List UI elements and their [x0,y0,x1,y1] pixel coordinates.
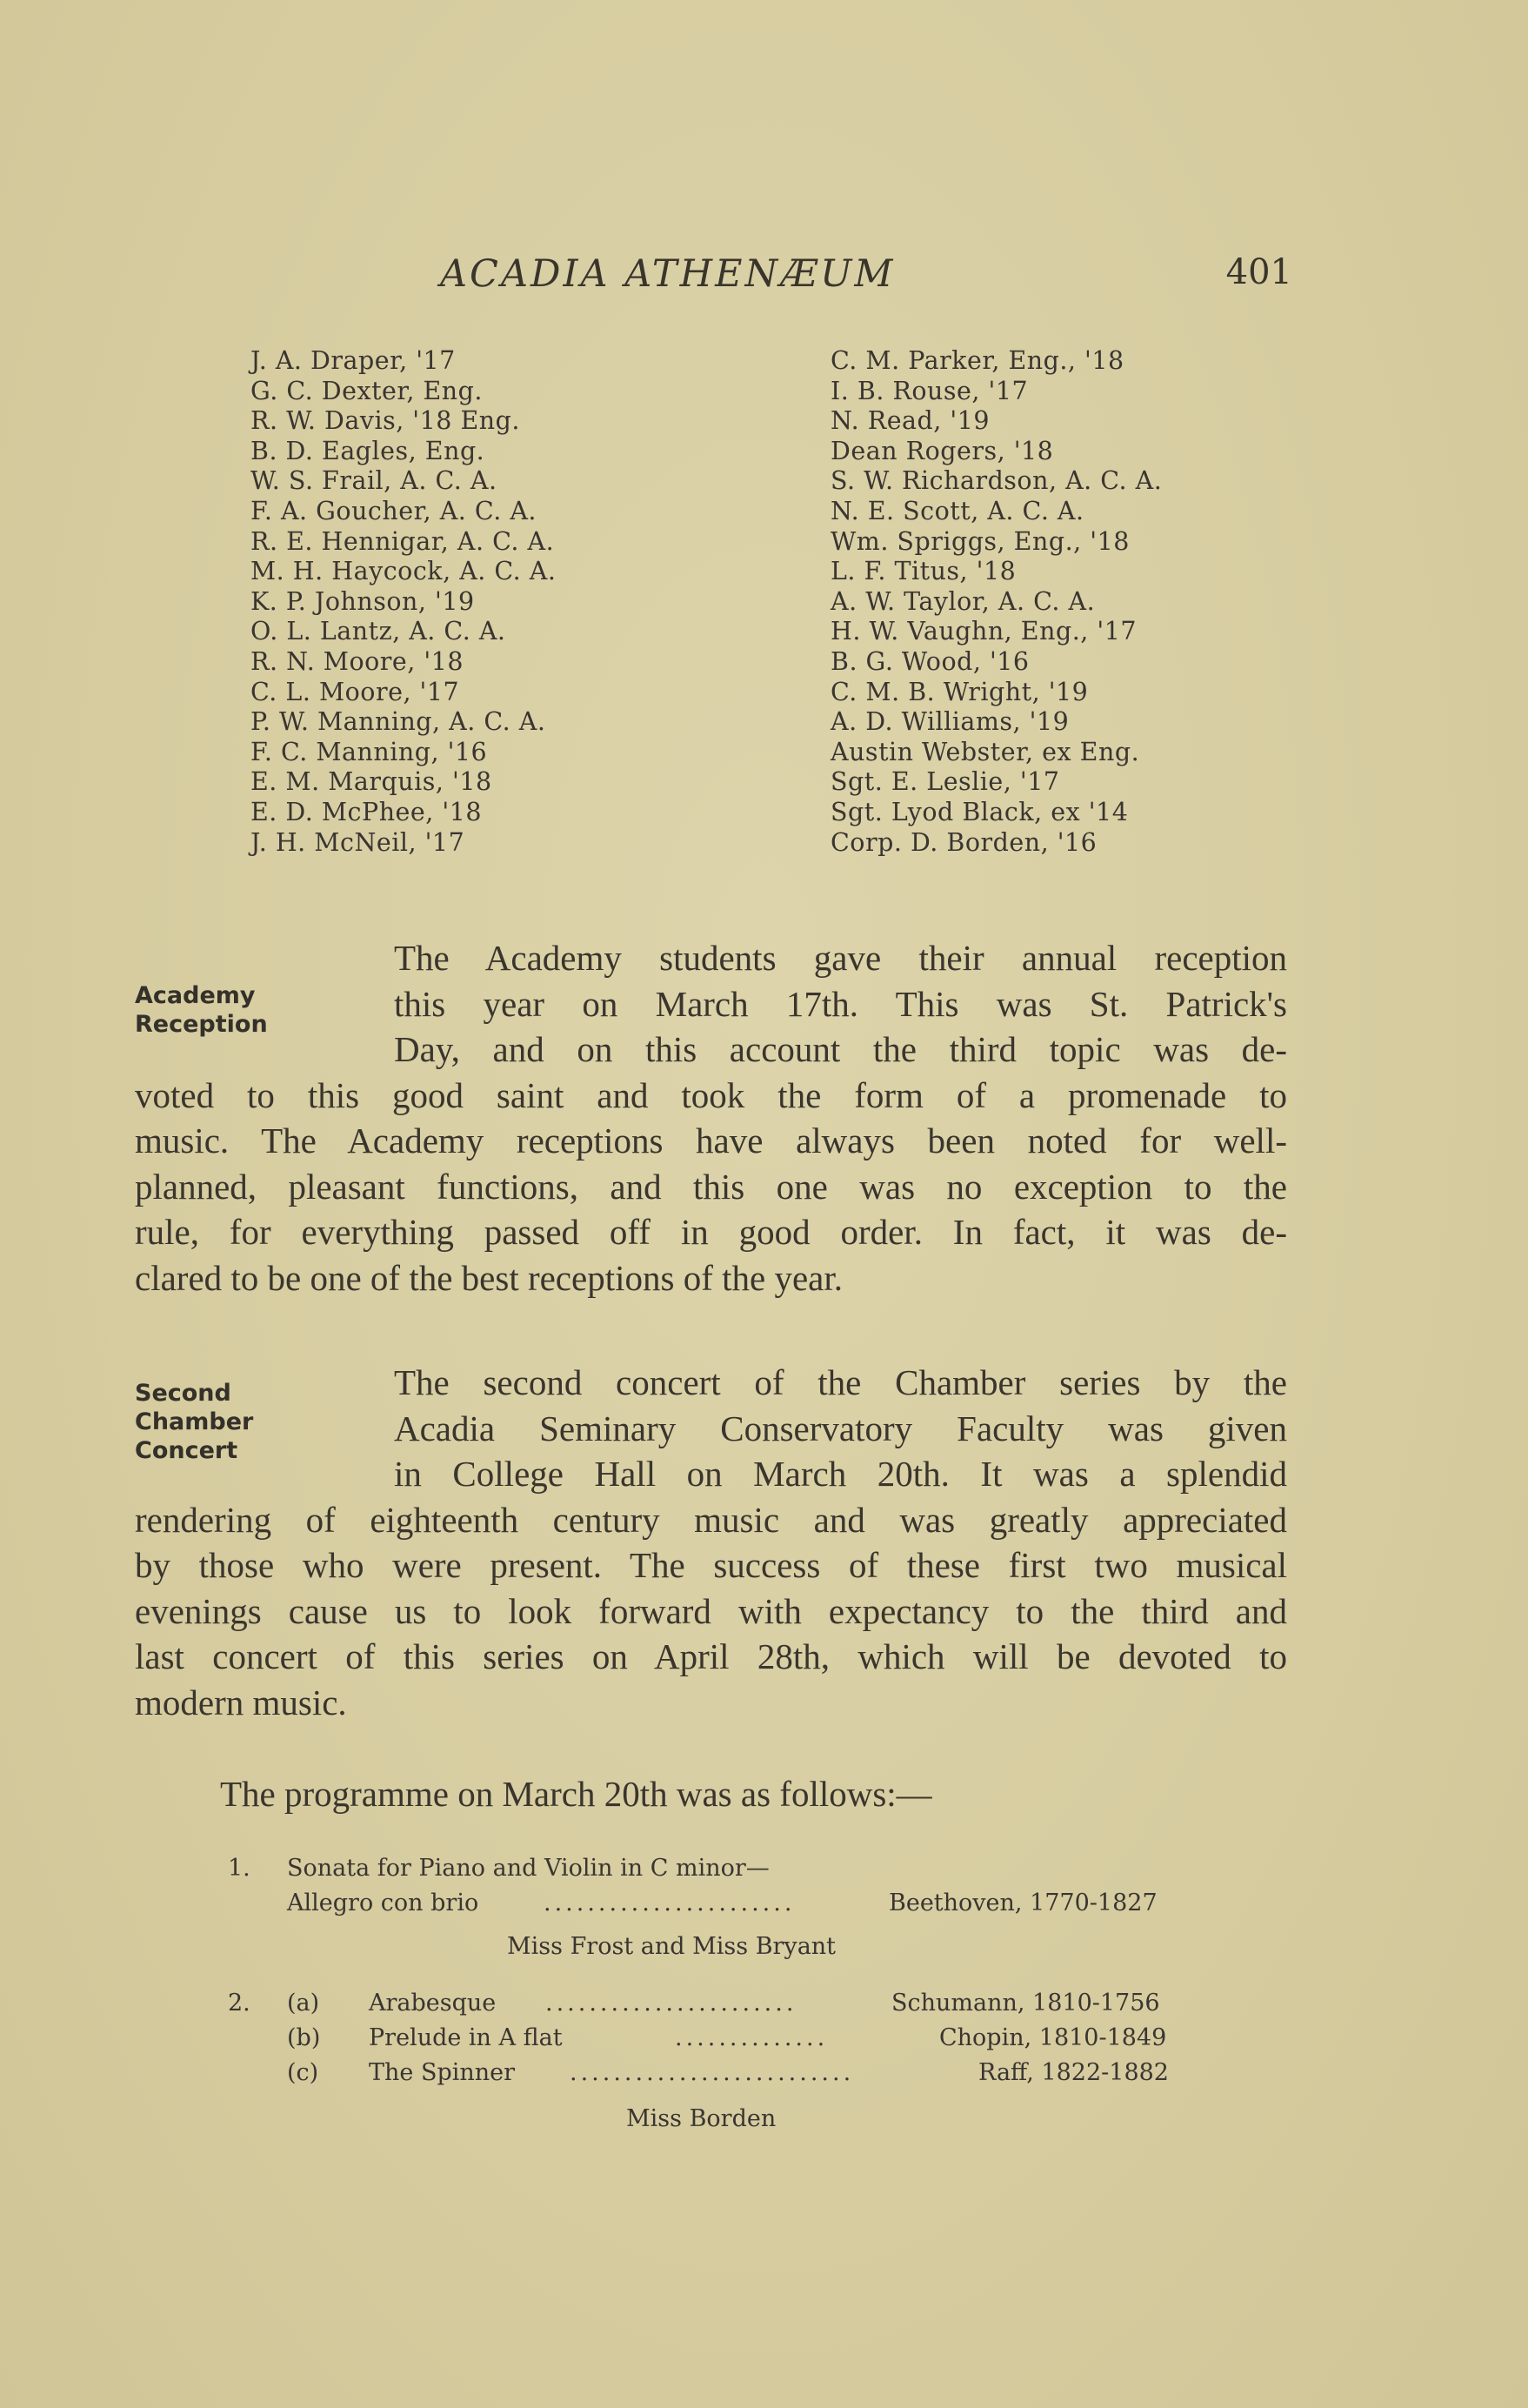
roster-entry: E. D. McPhee, '18 [250,797,483,826]
programme-performers: Miss Frost and Miss Bryant [507,1933,837,1960]
sidehead-line: Chamber [135,1408,254,1435]
roster-entry: Austin Webster, ex Eng. [831,737,1140,766]
para-line: The second concert of the Chamber series by the [394,1362,1287,1402]
roster-entry: H. W. Vaughn, Eng., '17 [831,617,1137,646]
para-line: Day, and on this account the third topic was de- [394,1029,1287,1069]
programme-item-title: Sonata for Piano and Violin in C minor— [287,1855,770,1882]
roster-entry: W. S. Frail, A. C. A. [250,466,497,496]
programme-sub-label: (b) [287,2024,321,2051]
roster-entry: Wm. Spriggs, Eng., '18 [831,526,1130,556]
paragraph-second-concert [135,1360,1287,1725]
roster-entry: R. E. Hennigar, A. C. A. [250,526,555,556]
roster-entry: S. W. Richardson, A. C. A. [831,466,1163,496]
para-line: music. The Academy receptions have always been noted for well- [135,1120,1287,1161]
roster-entry: Sgt. Lyod Black, ex '14 [831,797,1129,826]
roster-entry: Dean Rogers, '18 [831,436,1054,465]
dot-leader: ....................... [545,1990,797,2017]
dot-leader: ....................... [544,1890,796,1916]
roster-entry: E. M. Marquis, '18 [250,767,492,797]
running-header [440,252,1292,304]
programme-sub-title: Prelude in A flat [369,2024,563,2051]
roster-entry: Sgt. E. Leslie, '17 [831,767,1060,797]
sidehead-line: Second [135,1380,231,1407]
roster-entry: F. A. Goucher, A. C. A. [250,496,537,525]
roster-entry: O. L. Lantz, A. C. A. [250,617,506,646]
roster-entry: N. Read, '19 [831,406,991,436]
journal-title: ACADIA ATHENÆUM [440,252,896,296]
dot-leader: .......................... [570,2059,855,2086]
programme-sub-label: (c) [287,2059,319,2086]
para-line: rendering of eighteenth century music and was greatly appreciated [135,1499,1287,1540]
page-number: 401 [1225,252,1292,292]
roster-entry: R. N. Moore, '18 [250,646,464,676]
roster-entry: A. W. Taylor, A. C. A. [831,586,1096,616]
roster-entry: J. H. McNeil, '17 [250,827,465,857]
roster-entry: B. D. Eagles, Eng. [250,436,485,465]
roster-entry: M. H. Haycock, A. C. A. [250,557,557,586]
programme-sub-label: (a) [287,1990,320,2017]
roster-entry: J. A. Draper, '17 [250,346,456,375]
para-line: modern music. [135,1682,347,1722]
para-line: voted to this good saint and took the form of a promenade to [135,1074,1287,1115]
programme-item-number: 1. [228,1855,250,1882]
roster-entry: I. B. Rouse, '17 [831,376,1029,405]
roster-entry: N. E. Scott, A. C. A. [831,496,1084,525]
sidehead-line: Concert [135,1437,238,1464]
programme-composer: Raff, 1822-1882 [978,2059,1169,2086]
roster-entry: L. F. Titus, '18 [831,557,1017,586]
dot-leader: .............. [675,2024,829,2051]
roster-entry: C. L. Moore, '17 [250,677,460,706]
roster-entry: G. C. Dexter, Eng. [250,376,483,405]
programme-composer: Chopin, 1810-1849 [939,2024,1167,2051]
para-line: by those who were present. The success of these first two musical [135,1545,1287,1585]
para-line: planned, pleasant functions, and this one was no exception to the [135,1166,1287,1207]
roster-entry: Corp. D. Borden, '16 [831,827,1098,857]
programme-sub-title: Arabesque [369,1990,497,2017]
para-line: in College Hall on March 20th. It was a splendid [394,1454,1287,1494]
programme-item-number: 2. [228,1990,250,2017]
roster-right-column [831,346,1162,858]
programme-sub-title: The Spinner [369,2059,516,2086]
roster-entry: R. W. Davis, '18 Eng. [250,406,520,436]
sidehead-line: Academy [135,982,256,1009]
roster-entry: C. M. B. Wright, '19 [831,677,1089,706]
programme-composer: Beethoven, 1770-1827 [889,1890,1158,1916]
programme-intro: The programme on March 20th was as follows:— [220,1774,932,1814]
para-line: The Academy students gave their annual reception [394,938,1287,978]
roster-entry: K. P. Johnson, '19 [250,586,475,616]
roster-entry: A. D. Williams, '19 [831,707,1070,737]
para-line: this year on March 17th. This was St. Patrick's [394,983,1287,1024]
roster-entry: B. G. Wood, '16 [831,646,1030,676]
programme-performers: Miss Borden [626,2105,777,2132]
para-line: Acadia Seminary Conservatory Faculty was given [394,1408,1287,1448]
sidehead-line: Reception [135,1011,268,1038]
para-line: last concert of this series on April 28th, which will be devoted to [135,1636,1287,1676]
roster-left-column [250,346,556,858]
roster-entry: P. W. Manning, A. C. A. [250,707,546,737]
roster-entry: C. M. Parker, Eng., '18 [831,346,1124,375]
programme-composer: Schumann, 1810-1756 [891,1990,1160,2017]
para-line: evenings cause us to look forward with expectancy to the third and [135,1590,1287,1631]
programme-movement: Allegro con brio [287,1890,479,1916]
paragraph-academy-reception [135,935,1287,1301]
para-line: clared to be one of the best receptions of the year. [135,1257,843,1298]
roster-entry: F. C. Manning, '16 [250,737,488,766]
para-line: rule, for everything passed off in good order. In fact, it was de- [135,1212,1287,1252]
